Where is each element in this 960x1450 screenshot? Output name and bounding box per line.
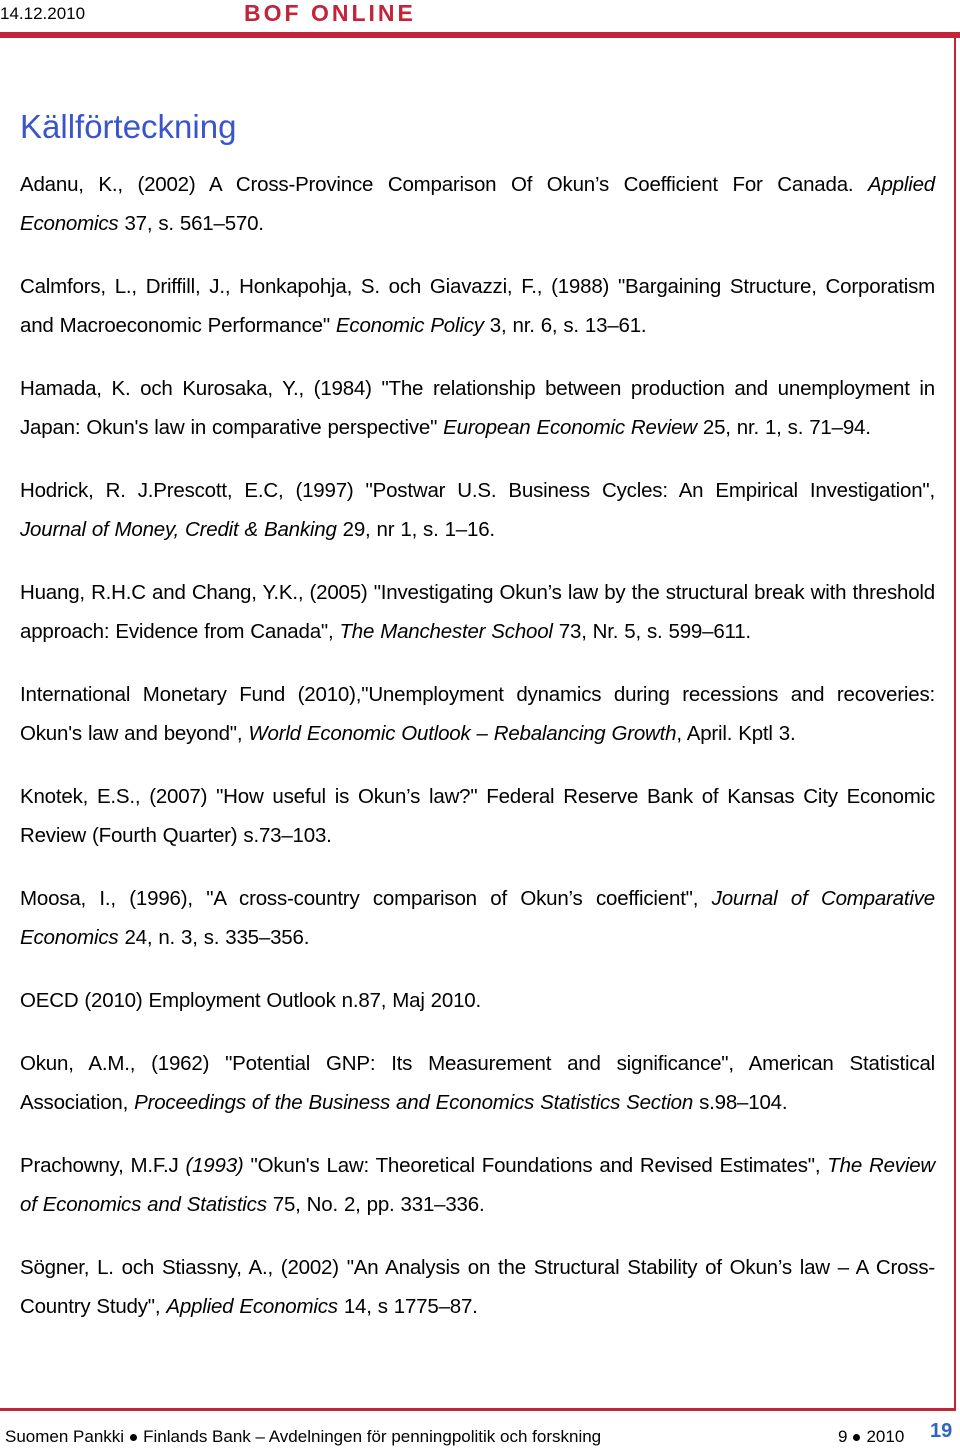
reference-entry [20, 879, 935, 957]
reference-text: Prachowny, M.F.J [20, 1154, 186, 1177]
reference-entry [20, 165, 935, 243]
reference-source-title: Journal of Money, Credit & Banking [20, 518, 337, 541]
footer-org-2: Finlands Bank – Avdelningen för penningpolitik och forskning [143, 1427, 602, 1446]
reference-text: OECD (2010) Employment Outlook n.87, Maj 2010. [20, 989, 481, 1012]
reference-entry [20, 471, 935, 549]
header-brand: BOF ONLINE [244, 0, 416, 26]
reference-source-title: European Economic Review [443, 416, 697, 439]
header-date: 14.12.2010 [0, 4, 86, 23]
reference-text: "Okun's Law: Theoretical Foundations and Revised Estimates", [243, 1154, 828, 1177]
reference-entry [20, 369, 935, 447]
reference-text: Sögner, L. och Stiassny, A., (2002) "An Analysis on the Structural Stability of Okun’s law – A Cross-Country Study", [20, 1256, 935, 1318]
reference-entry [20, 1248, 935, 1326]
reference-text: 3, nr. 6, s. 13–61. [483, 314, 647, 337]
reference-text: 25, nr. 1, s. 71–94. [696, 416, 871, 439]
reference-entry [20, 1044, 935, 1122]
reference-source-title: Proceedings of the Business and Economics Statistics Section [134, 1091, 694, 1114]
reference-text: 14, s 1775–87. [337, 1295, 478, 1318]
reference-source-title: The Review of Economics and Statistics [20, 1154, 935, 1216]
reference-source-title: (1993) [185, 1154, 244, 1177]
reference-text: Huang, R.H.C and Chang, Y.K., (2005) "Investigating Okun’s law by the structural break with threshold approach: Evidence from Canada", [20, 581, 935, 643]
bullet-icon [853, 1434, 860, 1441]
page-title: Källförteckning [20, 108, 237, 146]
reference-text: Okun, A.M., (1962) "Potential GNP: Its Measurement and significance", American Statistical Association, [20, 1052, 935, 1114]
frame-right-line [954, 36, 956, 1408]
reference-source-title: Applied Economics [20, 173, 935, 235]
footer-org [5, 1427, 601, 1447]
reference-text: 24, n. 3, s. 335–356. [118, 926, 310, 949]
footer-rule [0, 1408, 956, 1411]
reference-text: Calmfors, L., Driffill, J., Honkapohja, S. och Giavazzi, F., (1988) "Bargaining Structure, Corporatism and Macroeconomic Performance" [20, 275, 935, 337]
reference-text: International Monetary Fund (2010),"Unemployment dynamics during recessions and recoveries: Okun's law and beyond", [20, 683, 935, 745]
reference-entry [20, 675, 935, 753]
reference-text: Hodrick, R. J.Prescott, E.C, (1997) "Postwar U.S. Business Cycles: An Empirical Investigation", [20, 479, 935, 502]
page-number: 19 [930, 1420, 953, 1442]
frame-top-line [0, 36, 960, 38]
reference-text: 75, No. 2, pp. 331–336. [266, 1193, 485, 1216]
reference-entry [20, 573, 935, 651]
reference-source-title: The Manchester School [339, 620, 553, 643]
reference-entry [20, 267, 935, 345]
reference-text: , April. Kptl 3. [676, 722, 796, 745]
reference-source-title: Applied Economics [166, 1295, 338, 1318]
footer-year: 2010 [866, 1427, 905, 1446]
reference-text: 73, Nr. 5, s. 599–611. [552, 620, 751, 643]
reference-text: Hamada, K. och Kurosaka, Y., (1984) "The relationship between production and unemployment in Japan: Okun's law in comparative perspective" [20, 377, 935, 439]
reference-source-title: Economic Policy [335, 314, 484, 337]
reference-text: Adanu, K., (2002) A Cross-Province Comparison Of Okun’s Coefficient For Canada. [20, 173, 868, 196]
reference-entry [20, 1146, 935, 1224]
footer-issue-number: 9 [838, 1427, 848, 1446]
reference-list [20, 165, 935, 1350]
reference-text: Moosa, I., (1996), "A cross-country comparison of Okun’s coefficient", [20, 887, 712, 910]
reference-entry [20, 777, 935, 855]
reference-source-title: World Economic Outlook – Rebalancing Growth [248, 722, 677, 745]
reference-text: 29, nr 1, s. 1–16. [336, 518, 495, 541]
footer-issue [838, 1427, 904, 1447]
footer-org-1: Suomen Pankki [5, 1427, 125, 1446]
reference-entry [20, 981, 935, 1020]
reference-text: s.98–104. [693, 1091, 788, 1114]
bullet-icon [130, 1434, 137, 1441]
reference-source-title: Journal of Comparative Economics [20, 887, 935, 949]
reference-text: Knotek, E.S., (2007) "How useful is Okun’s law?" Federal Reserve Bank of Kansas City Economic Review (Fourth Quarter) s.73–103. [20, 785, 935, 847]
reference-text: 37, s. 561–570. [118, 212, 264, 235]
